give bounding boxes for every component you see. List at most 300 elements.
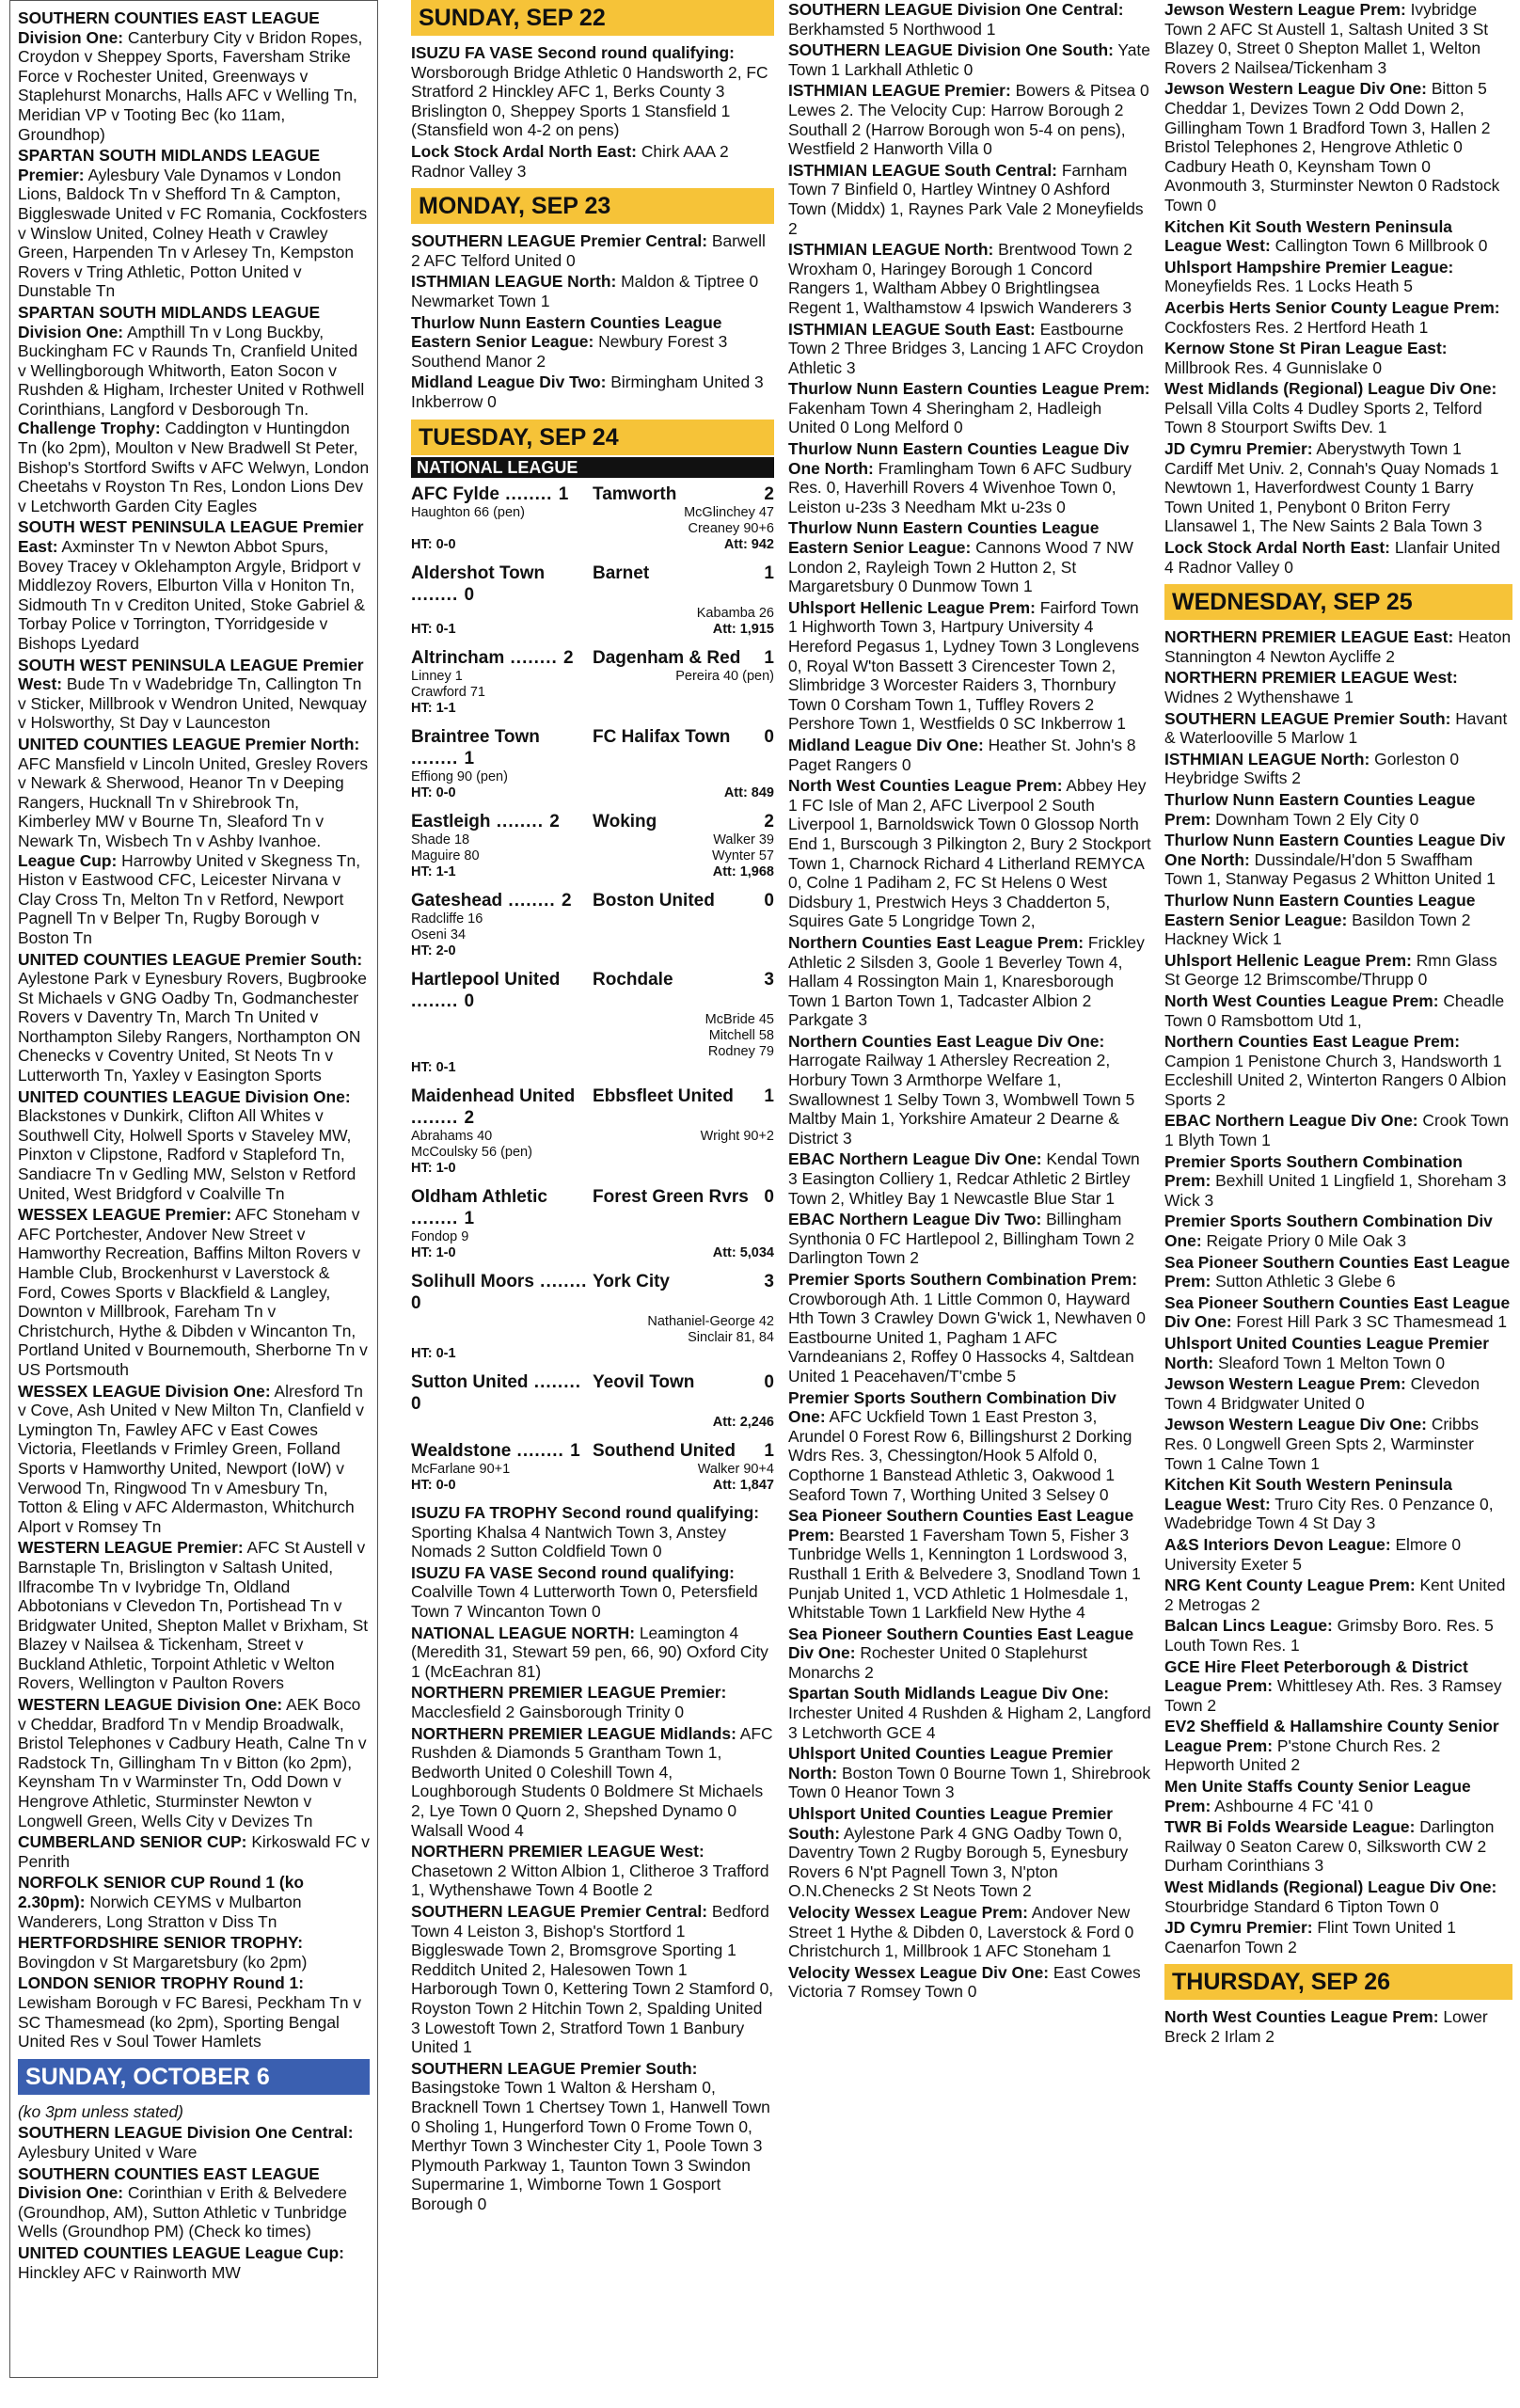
away-side <box>593 969 774 1012</box>
match-result <box>411 890 774 959</box>
home-team: Oldham Athletic <box>411 1187 547 1208</box>
competition-name: Thurlow Nunn Eastern Counties League Eastern Senior League: <box>411 312 722 352</box>
fixture-entry <box>1164 1777 1512 1815</box>
fixture-text: Berkhamsted 5 Northwood 1 <box>788 19 996 39</box>
leader-dots: ........ <box>490 812 550 832</box>
halftime-score: HT: 0-1 <box>411 1060 456 1076</box>
fixture-entry <box>1164 538 1512 577</box>
fixture-entry <box>18 1205 370 1379</box>
leader-dots: ........ <box>411 991 465 1012</box>
fixture-text: Campion 1 Penistone Church 3, Handsworth 1 Eccleshill United 2, Winterton Rangers 0 Albion Sports 2 <box>1164 1051 1507 1109</box>
away-score: 1 <box>764 648 774 669</box>
fixture-entry <box>411 1503 774 1561</box>
home-team: Sutton United <box>411 1372 529 1393</box>
match-result <box>411 647 774 717</box>
away-side <box>593 562 774 606</box>
fixture-text: Canterbury City v Bridon Ropes, Croydon v Sheppey Sports, Faversham Strike Force v Rochester United, Greenways v Staplehurst Monarchs, Halls AFC v Welling Tn, Meridian VP v Tooting Bec (ko 11am, Groundhop) <box>18 27 363 144</box>
halftime-score: HT: 0-0 <box>411 537 456 553</box>
competition-name: West Midlands (Regional) League Div One: <box>1164 379 1497 399</box>
competition-name: UNITED COUNTIES LEAGUE Premier South: <box>18 949 363 969</box>
scorer-line <box>411 832 774 848</box>
home-team: Hartlepool United <box>411 970 561 990</box>
competition-name: ISTHMIAN LEAGUE South Central: <box>788 160 1057 180</box>
score-line <box>411 1271 774 1314</box>
home-score: 2 <box>561 891 572 911</box>
competition-name: Thurlow Nunn Eastern Counties League Div One North: <box>1164 831 1506 869</box>
leader-dots: ........ <box>411 1108 465 1129</box>
attendance <box>593 1060 774 1076</box>
halftime-attendance <box>411 943 774 959</box>
fixture-text: Cockfosters Res. 2 Hertford Heath 1 <box>1164 317 1429 337</box>
competition-name: EBAC Northern League Div Two: <box>788 1210 1042 1229</box>
competition-name: Northern Counties East League Prem: <box>1164 1032 1461 1052</box>
competition-name: ISTHMIAN LEAGUE Premier: <box>788 81 1011 101</box>
leader-dots: ........ <box>502 891 562 911</box>
fixture-entry <box>18 1382 370 1537</box>
fixture-entry <box>411 1902 774 2057</box>
home-side <box>411 1271 593 1314</box>
fixture-text: P'stone Church Res. 2 Hepworth United 2 <box>1164 1735 1441 1775</box>
fixture-entry <box>1164 79 1512 214</box>
results-list <box>788 0 1151 2002</box>
fixture-entry <box>411 142 774 181</box>
fixture-text: Bexhill United 1 Lingfield 1, Shoreham 3 Wick 3 <box>1164 1171 1507 1210</box>
fixture-text: Fakenham Town 4 Sheringham 2, Hadleigh United 0 Long Melford 0 <box>788 398 1102 437</box>
fixture-text: Irchester United 4 Rushden & Higham 2, Langford 3 Letchworth GCE 4 <box>788 1703 1151 1742</box>
fixture-entry <box>1164 1657 1512 1716</box>
fixture-text: Abbey Hey 1 FC Isle of Man 2, AFC Liverpool 2 South Liverpool 1, Barnoldswick Town 0 Glossop North End 1, Burscough 3 Pilkington 2, Bury 2 Stockport Town 1, Charnock Richard 4 Litherland REMYCA 0, Colne 1 Padiham 2, FC St Helens 0 West Didsbury 1, Prestwich Heys 3 Chadderton 5, Squires Gate 5 Longridge Town 2, <box>788 776 1151 931</box>
competition-name: West Midlands (Regional) League Div One: <box>1164 1877 1497 1897</box>
scorer-line <box>411 848 774 864</box>
home-scorer <box>411 606 593 622</box>
attendance <box>593 1346 774 1362</box>
column-1 <box>9 0 378 2378</box>
away-scorer: Wynter 57 <box>712 848 774 864</box>
competition-name: NRG Kent County League Prem: <box>1164 1576 1416 1595</box>
leader-dots: ........ <box>528 1372 582 1393</box>
fixture-entry <box>1164 1111 1512 1149</box>
fixture-text: Stourbridge Standard 6 Tipton Town 0 <box>1164 1896 1439 1916</box>
competition-name: Challenge Trophy: <box>18 419 161 438</box>
away-team: York City <box>593 1272 671 1292</box>
fixture-text: Lewisham Borough v FC Baresi, Peckham Tn v SC Thamesmead (ko 2pm), Sporting Bengal United Res v Soul Tower Hamlets <box>18 1992 362 2052</box>
competition-name: SOUTHERN LEAGUE Premier South: <box>411 2058 698 2078</box>
competition-name: NORTHERN PREMIER LEAGUE West: <box>411 1842 705 1861</box>
fixture-entry <box>788 933 1151 1030</box>
fixture-text: Lower Breck 2 Irlam 2 <box>1164 2007 1488 2046</box>
halftime-score: HT: 0-1 <box>411 1346 456 1362</box>
fixture-text: Macclesfield 2 Gainsborough Trinity 0 <box>411 1703 684 1722</box>
away-score: 1 <box>764 1086 774 1107</box>
leader-dots: ........ <box>504 648 564 669</box>
fixture-text: Bowers & Pitsea 0 Lewes 2. The Velocity Cup: Harrow Borough 2 Southall 2 (Harrow Borough won 5-4 on pens), Westfield 2 Hanworth Villa 0 <box>788 81 1149 159</box>
fixture-text: Frickley Athletic 2 Silsden 3, Goole 1 Beverley Town 4, Hallam 4 Rossington Main 1, Knaresborough Town 1 Barton Town 1, Tadcaster Albion 2 Parkgate 3 <box>788 932 1145 1030</box>
away-scorer: Kabamba 26 <box>696 606 774 622</box>
away-scorer: McGlinchey 47 <box>684 505 774 521</box>
home-score: 1 <box>570 1441 580 1462</box>
fixture-entry <box>1164 339 1512 377</box>
match-result <box>411 1440 774 1494</box>
home-side <box>411 1186 593 1229</box>
competition-name: Uhlsport United Counties League Premier North: <box>1164 1334 1489 1372</box>
fixture-text: Bedford Town 4 Leiston 3, Bishop's Stortford 1 Biggleswade Town 2, Bromsgrove Sporting 1 Redditch United 2, Halesowen Town 1 Harborough Town 0, Kettering Town 2 Stamford 0, Royston Town 2 Hitchin Town 2, Spalding United 3 Lowestoft Town 2, Stratford Town 1 Banbury United 1 <box>411 1901 774 2057</box>
away-side <box>593 1371 774 1415</box>
home-score: 0 <box>464 585 475 606</box>
home-scorer <box>411 521 593 537</box>
away-score: 0 <box>764 727 774 748</box>
home-score: 1 <box>464 749 475 769</box>
fixture-text: Leamington 4 (Meredith 31, Stewart 59 pen, 66, 90) Oxford City 1 (McEachran 81) <box>411 1623 768 1681</box>
fixture-text: Alresford Tn v Cove, Ash United v New Milton Tn, Clanfield v Lymington Tn, Fawley AFC v East Cowes Victoria, Fleetlands v Frimley Green, Folland Sports v Hamworthy United, Newport (IoW) v Verwood Tn, Ringwood Tn v Amesbury Tn, Totton & Eling v AFC Aldermaston, Whitchurch Alport v Romsey Tn <box>18 1381 364 1536</box>
competition-name: Uhlsport Hellenic League Prem: <box>788 597 1036 617</box>
column-4 <box>1164 0 1512 2049</box>
fixture-entry <box>1164 298 1512 337</box>
home-scorer: Maguire 80 <box>411 848 480 864</box>
home-scorer: Crawford 71 <box>411 685 485 701</box>
fixture-text: Crowborough Ath. 1 Little Common 0, Hayward Hth Town 3 Crawley Down G'wick 1, Newhaven 0 Eastbourne United 1, Pagham 1 AFC Varndeanians 2, Roffey 0 Hassocks 4, Saltdean United 1 Peacehaven/T'cmbe 5 <box>788 1289 1146 1386</box>
halftime-attendance <box>411 1478 774 1494</box>
score-line <box>411 811 774 832</box>
fixture-entry <box>18 950 370 1085</box>
match-result <box>411 1271 774 1362</box>
fixture-entry <box>788 1903 1151 1961</box>
away-team: Rochdale <box>593 970 673 990</box>
fixture-text: Pelsall Villa Colts 4 Dudley Sports 2, Telford Town 8 Stourport Swifts Dev. 1 <box>1164 398 1482 437</box>
fixture-entry <box>411 1624 774 1682</box>
fixture-entry <box>411 272 774 310</box>
fixture-text: Kent United 2 Metrogas 2 <box>1164 1576 1506 1614</box>
attendance: Att: 5,034 <box>712 1245 774 1261</box>
fixture-text: AFC Stoneham v AFC Portchester, Andover New Street v Hamworthy Recreation, Baffins Milton Rovers v Hamble Club, Brockenhurst v Laverstock & Ford, Cowes Sports v Blackfield & Langley, Downton v Millbrook, Fareham Tn v Christchurch, Hythe & Dibden v Wincanton Tn, Portland United v Bournemouth, Sherborne Tn v US Portsmouth <box>18 1205 368 1379</box>
fixture-text: Cannons Wood 7 NW London 2, Rayleigh Town 2 Hutton 2, St Margaretsbury 0 Dunmow Town 1 <box>788 538 1133 596</box>
fixture-entry <box>1164 1152 1512 1211</box>
scorer-line <box>411 927 774 943</box>
fixture-entry <box>1164 1253 1512 1291</box>
competition-name: NATIONAL LEAGUE NORTH: <box>411 1623 635 1642</box>
home-team: Wealdstone <box>411 1441 512 1462</box>
attendance <box>593 1161 774 1177</box>
competition-name: SOUTH WEST PENINSULA LEAGUE Premier East: <box>18 517 364 557</box>
competition-name: Kitchen Kit South Western Peninsula League West: <box>1164 1475 1452 1513</box>
halftime-attendance <box>411 1060 774 1076</box>
fixture-text: Cribbs Res. 0 Longwell Green Spts 2, Warminster Town 1 Calne Town 1 <box>1164 1415 1480 1473</box>
attendance <box>593 701 774 717</box>
kickoff-note: (ko 3pm unless stated) <box>18 2101 183 2121</box>
fixture-entry <box>1164 790 1512 829</box>
fixture-entry <box>788 1804 1151 1901</box>
away-team: Dagenham & Red <box>593 648 741 669</box>
home-team: Braintree Town <box>411 727 540 748</box>
fixture-text: Ashbourne 4 FC '41 0 <box>1211 1796 1373 1815</box>
competition-name: Northern Counties East League Prem: <box>788 932 1085 952</box>
fixture-entry <box>788 1270 1151 1386</box>
fixture-text: Corinthian v Erith & Belvedere (Groundhop, AM), Sutton Athletic v Tunbridge Wells (Groundhop PM) (Check ko times) <box>18 2183 347 2242</box>
halftime-score: HT: 1-0 <box>411 1245 456 1261</box>
competition-name: North West Counties League Prem: <box>788 776 1063 796</box>
column-3 <box>788 0 1151 2004</box>
home-scorer: Shade 18 <box>411 832 470 848</box>
fixture-text: Bearsted 1 Faversham Town 5, Fisher 3 Tunbridge Wells 1, Kennington 1 Lordswood 3, Rusthall 1 Erith & Belvedere 3, Snodland Town 1 Punjab United 1, VCD Athletic 1 Holmesdale 1, Whitstable Town 1 Larkfield New Hythe 4 <box>788 1525 1141 1623</box>
date-header-oct-6: SUNDAY, OCTOBER 6 <box>18 2059 370 2095</box>
fixture-text: Gorleston 0 Heybridge Swifts 2 <box>1164 749 1460 788</box>
fixture-entry <box>411 313 774 372</box>
fixture-text: Elmore 0 University Exeter 5 <box>1164 1534 1462 1574</box>
leader-dots: ........ <box>511 1441 571 1462</box>
fixture-entry <box>18 146 370 301</box>
fixture-entry <box>788 0 1151 39</box>
competition-name: NORTHERN PREMIER LEAGUE East: <box>1164 627 1454 647</box>
fixture-text: Norwich CEYMS v Mulbarton Wanderers, Long Stratton v Diss Tn <box>18 1893 302 1931</box>
score-line <box>411 890 774 911</box>
fixture-entry <box>1164 1293 1512 1332</box>
fixture-text: Sporting Khalsa 4 Nantwich Town 3, Anstey Nomads 2 Sutton Coldfield Town 0 <box>411 1522 727 1561</box>
national-league-label: NATIONAL LEAGUE <box>411 457 774 479</box>
fixture-entry <box>1164 1576 1512 1614</box>
fixture-text: Widnes 2 Wythenshawe 1 <box>1164 688 1354 706</box>
fixture-entry <box>411 372 774 411</box>
away-scorer <box>593 1229 774 1245</box>
halftime-score: HT: 1-0 <box>411 1161 456 1177</box>
fixture-entry <box>18 2164 370 2242</box>
competition-name: ISTHMIAN LEAGUE North: <box>788 240 994 260</box>
competition-name: League Cup: <box>18 850 118 870</box>
fixture-text: Kirkoswald FC v Penrith <box>18 1832 370 1871</box>
home-scorer: Radcliffe 16 <box>411 911 483 927</box>
home-team: Maidenhead United <box>411 1086 576 1107</box>
competition-name: LONDON SENIOR TROPHY Round 1: <box>18 1973 305 1993</box>
competition-name: Men Unite Staffs County Senior League Prem: <box>1164 1777 1471 1815</box>
competition-name: Thurlow Nunn Eastern Counties League Eastern Senior League: <box>1164 890 1476 929</box>
sep23-results <box>411 231 774 411</box>
home-score: 2 <box>563 648 574 669</box>
fixture-text: Fairford Town 1 Highworth Town 3, Hartpury University 4 Hereford Pegasus 1, Lydney Town 3 Longlevens 0, Royal W'ton Bassett 3 Cirencester Town 2, Slimbridge 3 Worcester Raiders 3, Thornbury Town 0 Corsham Town 1, Tuffley Rovers 2 Pershore Town 1, Westfields 0 SC Inkberrow 1 <box>788 597 1140 734</box>
match-result <box>411 726 774 801</box>
home-side <box>411 483 593 505</box>
fixture-entry <box>788 1388 1151 1505</box>
fixture-text: Clevedon Town 4 Bridgwater United 0 <box>1164 1374 1480 1413</box>
home-side <box>411 1371 593 1415</box>
away-team: Woking <box>593 812 657 832</box>
fixture-text: AFC Uckfield Town 1 East Preston 3, Arundel 0 Forest Row 6, Billingshurst 2 Dorking Wdrs Res. 3, Chessington/Hook 5 Alfold 0, Copthorne 1 Banstead Athletic 3, Oakwood 1 Seaford Town 7, Worthing United 3 Selsey 0 <box>788 1407 1132 1504</box>
match-result <box>411 1085 774 1177</box>
competition-name: SOUTHERN LEAGUE Premier Central: <box>411 231 708 251</box>
away-team: Yeovil Town <box>593 1372 695 1393</box>
fixture-text: Harrogate Railway 1 Athersley Recreation 2, Horbury Town 3 Armthorpe Welfare 1, Swallownest 1 Selby Town 3, Wombwell Town 5 Maltby Main 1, Yorkshire Amateur 2 Dearne & District 3 <box>788 1051 1135 1148</box>
fixture-entry <box>1164 1475 1512 1533</box>
fixture-text: Coalville Town 4 Lutterworth Town 0, Petersfield Town 7 Wincanton Town 0 <box>411 1582 758 1622</box>
away-score: 0 <box>764 1372 774 1393</box>
fixture-entry <box>1164 1032 1512 1109</box>
fixtures-list <box>18 8 370 2052</box>
competition-name: NORTHERN PREMIER LEAGUE West: <box>1164 668 1458 688</box>
fixture-entry <box>1164 991 1512 1030</box>
fixture-entry <box>788 1624 1151 1683</box>
fixture-entry <box>788 1210 1151 1268</box>
fixture-text: Moneyfields Res. 1 Locks Heath 5 <box>1164 277 1413 296</box>
away-score: 2 <box>764 812 774 832</box>
competition-name: Premier Sports Southern Combination Prem: <box>788 1270 1138 1289</box>
away-scorer <box>593 769 774 785</box>
fixture-entry <box>1164 1212 1512 1250</box>
halftime-score: HT: 0-0 <box>411 1478 456 1494</box>
scorer-line <box>411 669 774 685</box>
fixture-entry <box>788 161 1151 238</box>
halftime-attendance <box>411 1415 774 1431</box>
fixture-text: Rochester United 0 Staplehurst Monarchs 2 <box>788 1643 1088 1682</box>
home-score: 2 <box>464 1108 475 1129</box>
home-scorer: Linney 1 <box>411 669 463 685</box>
date-header-sep-25: WEDNESDAY, SEP 25 <box>1164 584 1512 620</box>
competition-name: ISTHMIAN LEAGUE North: <box>1164 749 1370 768</box>
fixture-entry <box>1164 627 1512 666</box>
halftime-attendance <box>411 701 774 717</box>
fixture-entry <box>1164 1535 1512 1574</box>
fixture-text: Birmingham United 3 Inkberrow 0 <box>411 372 764 411</box>
fixture-entry <box>411 43 774 140</box>
halftime-attendance <box>411 537 774 553</box>
away-score: 0 <box>764 1187 774 1208</box>
away-score: 3 <box>764 1272 774 1292</box>
fixture-entry <box>18 1873 370 1931</box>
scorer-line <box>411 1028 774 1044</box>
competition-name: SOUTHERN LEAGUE Division One South: <box>788 40 1114 60</box>
competition-name: SOUTH WEST PENINSULA LEAGUE Premier West: <box>18 655 364 694</box>
fixture-text: Harrowby United v Skegness Tn, Histon v Eastwood CFC, Leicester Nirvana v Clay Cross Tn, Melton Tn v Retford, Newport Pagnell Tn v Belper Tn, Rugby Borough v Boston Tn <box>18 850 361 947</box>
fixture-text: AEK Boco v Cheddar, Bradford Tn v Mendip Broadwalk, Bristol Telephones v Cadbury Heath, Calne Tn v Radstock Tn, Gillingham Tn v Bitton (ko 2pm), Keynsham Tn v Warminster Tn, Odd Down v Hengrove Athletic, Sturminster Newton v Longwell Green, Wells City v Devizes Tn <box>18 1695 367 1830</box>
date-header-sep-26: THURSDAY, SEP 26 <box>1164 1964 1512 2000</box>
fixture-entry <box>1164 1877 1512 1916</box>
competition-name: Midland League Div Two: <box>411 372 607 392</box>
fixture-text: Bude Tn v Wadebridge Tn, Callington Tn v Sticker, Millbrook v Wendron United, Newquay v Holsworthy, St Day v Launceston <box>18 674 367 733</box>
fixture-text: Aberystwyth Town 1 Cardiff Met Univ. 2, Connah's Quay Nomads 1 Newtown 1, Haverfordwest County 1 Barry Town United 1, Penybont 0 Briton Ferry Llansawel 1, The New Saints 2 Bala Town 3 <box>1164 439 1499 536</box>
competition-name: Thurlow Nunn Eastern Counties League Prem: <box>1164 789 1476 829</box>
fixture-entry <box>411 2059 774 2214</box>
date-header-sep-22: SUNDAY, SEP 22 <box>411 0 774 36</box>
competition-name: SOUTHERN COUNTIES EAST LEAGUE Division One: <box>18 2163 320 2203</box>
away-team: Tamworth <box>593 484 677 505</box>
home-score: 0 <box>411 1293 421 1314</box>
home-scorer: Fondop 9 <box>411 1229 469 1245</box>
match-result <box>411 483 774 553</box>
score-line <box>411 1440 774 1462</box>
fixture-entry <box>18 303 370 516</box>
home-scorer: McCoulsky 56 (pen) <box>411 1145 532 1161</box>
fixture-entry <box>411 1683 774 1721</box>
away-side <box>593 890 774 911</box>
fixture-text: Newbury Forest 3 Southend Manor 2 <box>411 332 728 371</box>
fixture-entry <box>411 1724 774 1841</box>
home-scorer <box>411 1330 593 1346</box>
fixture-entry <box>1164 217 1512 256</box>
away-side <box>593 483 774 505</box>
fixture-text: Havant & Waterlooville 5 Marlow 1 <box>1164 708 1508 748</box>
away-side <box>593 647 774 669</box>
away-score: 1 <box>764 563 774 584</box>
attendance: Att: 849 <box>723 785 774 801</box>
fixture-text: Downham Town 2 Ely City 0 <box>1211 809 1419 829</box>
fixture-text: Barwell 2 AFC Telford United 0 <box>411 231 766 270</box>
fixture-entry <box>1164 379 1512 437</box>
fixture-text: Crook Town 1 Blyth Town 1 <box>1164 1111 1509 1150</box>
date-header-sep-23: MONDAY, SEP 23 <box>411 188 774 224</box>
attendance: Att: 1,847 <box>712 1478 774 1494</box>
fixture-text: Yate Town 1 Larkhall Athletic 0 <box>788 40 1150 79</box>
scorer-line <box>411 1012 774 1028</box>
sep22-results <box>411 43 774 181</box>
fixture-text: Aylestone Park 4 GNG Oadby Town 0, Daventry Town 2 Rugby Borough 5, Eynesbury Rovers 6 N'pt Pagnell Town 3, N'pton O.N.Chenecks 2 St Neots Town 2 <box>788 1823 1129 1901</box>
competition-name: Sea Pioneer Southern Counties East League Prem: <box>1164 1252 1511 1291</box>
fixture-entry <box>1164 668 1512 706</box>
competition-name: WESSEX LEAGUE Premier: <box>18 1205 232 1225</box>
fixture-entry <box>788 598 1151 734</box>
leader-dots: ........ <box>411 749 465 769</box>
fixture-entry <box>411 231 774 270</box>
fixture-entry <box>1164 1415 1512 1473</box>
competition-name: A&S Interiors Devon League: <box>1164 1534 1391 1554</box>
competition-name: Uhlsport Hampshire Premier League: <box>1164 257 1454 277</box>
home-scorer: Oseni 34 <box>411 927 467 943</box>
competition-name: Uhlsport Hellenic League Prem: <box>1164 950 1412 970</box>
away-scorer: Pereira 40 (pen) <box>675 669 774 685</box>
competition-name: ISTHMIAN LEAGUE North: <box>411 272 617 292</box>
fixture-entry <box>788 1963 1151 2002</box>
scorer-line <box>411 911 774 927</box>
competition-name: SPARTAN SOUTH MIDLANDS LEAGUE Division One: <box>18 302 321 341</box>
competition-name: ISTHMIAN LEAGUE South East: <box>788 319 1036 339</box>
competition-name: SOUTHERN LEAGUE Premier South: <box>1164 708 1451 728</box>
competition-name: HERTFORDSHIRE SENIOR TROPHY: <box>18 1933 304 1953</box>
scorer-line <box>411 1330 774 1346</box>
national-league-results <box>411 483 774 1494</box>
away-scorer: Creaney 90+6 <box>688 521 774 537</box>
halftime-attendance <box>411 1346 774 1362</box>
fixture-entry <box>788 1744 1151 1802</box>
attendance: Att: 1,968 <box>712 864 774 880</box>
score-line <box>411 1085 774 1129</box>
fixture-text: Chasetown 2 Witton Albion 1, Clitheroe 3 Trafford 1, Wythenshawe Town 4 Bootle 2 <box>411 1861 769 1900</box>
fixture-text: Hinckley AFC v Rainworth MW <box>18 2262 241 2282</box>
fixture-entry <box>788 379 1151 437</box>
fixture-text: Farnham Town 7 Binfield 0, Hartley Wintney 0 Ashford Town (Middx) 1, Raynes Park Vale 2 Moneyfields 2 <box>788 160 1144 238</box>
scorer-line <box>411 1145 774 1161</box>
fixture-entry <box>788 1684 1151 1742</box>
score-line <box>411 647 774 669</box>
fixture-entry <box>1164 1616 1512 1655</box>
fixture-entry <box>18 1832 370 1871</box>
fixture-entry <box>18 735 370 948</box>
fixture-text: Ivybridge Town 2 AFC St Austell 1, Saltash United 3 St Blazey 0, Street 0 Shepton Mallet 1, Welton Rovers 2 Nailsea/Tickenham 3 <box>1164 0 1489 77</box>
fixture-text: Whittlesey Ath. Res. 3 Ramsey Town 2 <box>1164 1676 1502 1715</box>
competition-name: Uhlsport United Counties League Premier North: <box>788 1744 1113 1782</box>
sep24-results <box>411 1503 774 2213</box>
scorer-line <box>411 505 774 521</box>
fixture-entry <box>1164 709 1512 748</box>
halftime-score: HT: 1-1 <box>411 864 456 880</box>
halftime-score: HT: 1-1 <box>411 701 456 717</box>
competition-name: Spartan South Midlands League Div One: <box>788 1684 1110 1703</box>
competition-name: SOUTHERN LEAGUE Premier Central: <box>411 1901 708 1921</box>
halftime-score: HT: 0-0 <box>411 785 456 801</box>
competition-name: SOUTHERN LEAGUE Division One Central: <box>18 2123 354 2143</box>
away-side <box>593 726 774 769</box>
attendance: Att: 1,915 <box>712 622 774 638</box>
fixture-text: Kendal Town 3 Easington Colliery 1, Redcar Athletic 2 Birtley Town 2, Whitley Bay 1 Newcastle Blue Star 1 <box>788 1149 1140 1208</box>
fixture-entry <box>788 240 1151 317</box>
away-scorer: Nathaniel-George 42 <box>647 1314 774 1330</box>
home-score: 2 <box>549 812 560 832</box>
competition-name: ISUZU FA VASE Second round qualifying: <box>411 1562 735 1582</box>
competition-name: TWR Bi Folds Wearside League: <box>1164 1817 1416 1837</box>
